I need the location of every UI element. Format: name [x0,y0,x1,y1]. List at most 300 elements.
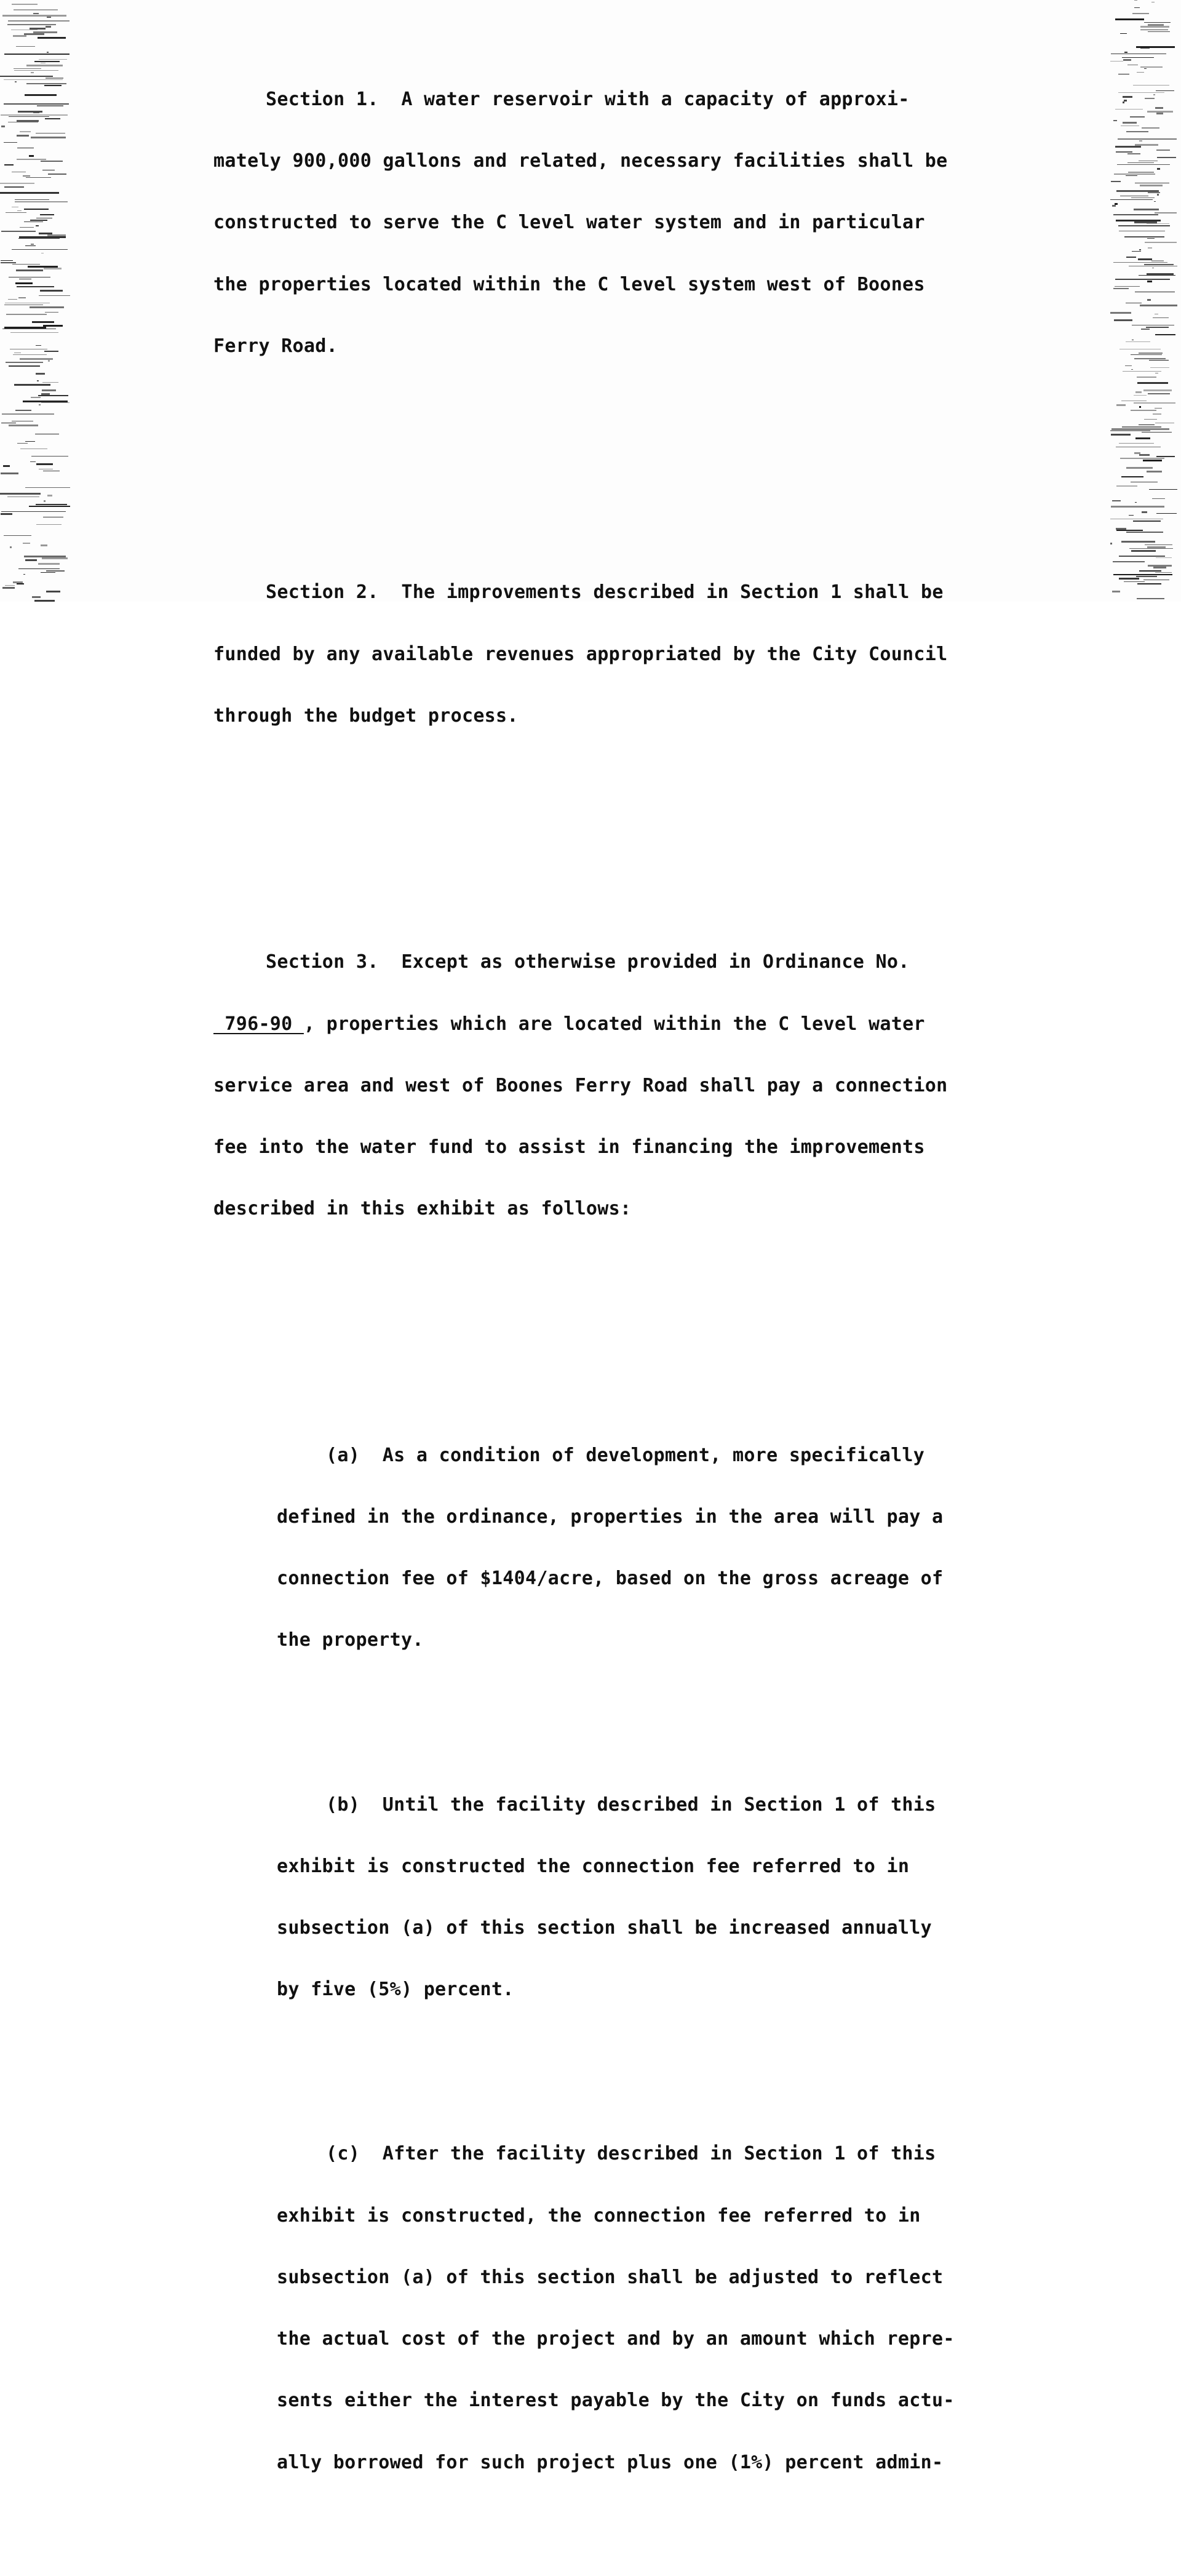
scan-noise-mark [1131,354,1162,355]
scan-noise-mark [17,583,24,584]
scan-noise-mark [15,81,17,82]
subsection-b-line: exhibit is constructed the connection fee referred to in [277,1855,910,1877]
scan-noise-mark [40,290,63,292]
subsection-c-line: sents either the interest payable by the City on funds actu- [277,2390,955,2412]
scan-noise-mark [1142,511,1147,513]
scan-noise-mark [14,9,58,10]
scan-noise-mark [1126,532,1163,533]
scan-noise-mark [1113,288,1129,289]
scan-noise-mark [1154,201,1156,202]
subsection-b-line: by five (5%) percent. [277,1979,514,2001]
scan-noise-mark [1118,92,1164,93]
scan-noise-mark [36,463,53,465]
scan-noise-mark [1,513,12,515]
scan-noise-mark [17,159,46,160]
scan-noise-mark [9,365,40,367]
scan-noise-mark [4,79,63,80]
scan-noise-mark [1140,48,1150,49]
scan-noise-mark [44,351,58,352]
scan-noise-mark [39,295,70,296]
scan-noise-mark [1123,59,1131,61]
scan-noise-mark [4,186,24,188]
scan-noise-mark [1139,249,1141,250]
scan-noise-mark [1,473,18,474]
scan-noise-mark [26,177,51,178]
scan-noise-mark [15,201,68,202]
scan-noise-mark [24,33,44,35]
subsection-b-line: subsection (a) of this section shall be increased annually [277,1916,932,1939]
scan-noise-mark [1131,410,1156,411]
scan-noise-mark [23,574,25,575]
scan-noise-mark [1140,305,1177,306]
section-3-line: described in this exhibit as follows: [213,1198,632,1220]
scan-noise-mark [30,220,47,221]
scan-noise-mark [23,175,30,177]
scan-noise-mark [1126,257,1136,258]
scan-noise-mark [1110,430,1150,431]
scan-noise-mark [26,65,63,66]
scan-noise-mark [1123,102,1124,103]
scan-noise-mark [1134,395,1147,396]
scan-noise-mark [1120,458,1164,459]
scan-noise-mark [46,78,63,79]
scan-noise-mark [1126,467,1153,469]
scan-noise-mark [1140,26,1169,28]
scan-noise-mark [1123,122,1137,124]
scan-noise-mark [1136,576,1157,577]
left-margin-scan-artifacts [0,0,74,602]
scan-noise-mark [1130,116,1145,118]
scan-noise-mark [1137,72,1144,73]
scan-noise-mark [17,286,54,287]
scan-noise-mark [1137,583,1161,584]
scan-noise-mark [32,321,54,323]
section-3-line: service area and west of Boones Ferry Road shall pay a connection [213,1074,948,1096]
scan-noise-mark [1113,561,1145,562]
scan-noise-mark [1123,96,1132,98]
scan-noise-mark [1,114,68,116]
scan-noise-mark [1119,443,1154,444]
scan-noise-mark [34,61,60,62]
scan-noise-mark [1114,173,1155,175]
scan-noise-mark [1141,329,1150,330]
scan-noise-mark [29,506,70,507]
scan-noise-mark [44,85,62,86]
scan-noise-mark [47,17,51,18]
section-1-line: the properties located within the C level system west of Boones [213,273,925,295]
scan-noise-mark [1157,157,1176,158]
scan-noise-mark [44,268,62,269]
scan-noise-mark [18,297,26,298]
scan-noise-mark [9,116,49,117]
scan-noise-mark [1142,127,1159,129]
scan-noise-mark [47,52,49,53]
scan-noise-mark [1131,197,1155,198]
scan-noise-mark [33,13,39,14]
scan-noise-mark [1132,13,1149,14]
scan-noise-mark [7,496,39,497]
subsection-c-line: subsection (a) of this section shall be adjusted to reflect [277,2266,944,2288]
scan-noise-mark [1145,544,1172,545]
section-2 [213,541,1050,767]
scan-noise-mark [1115,146,1141,148]
scan-noise-mark [1,260,13,261]
scan-noise-mark [1146,327,1169,328]
scan-noise-mark [1140,66,1163,68]
scan-noise-mark [37,380,39,381]
scan-noise-mark [41,161,63,162]
scan-noise-mark [1129,515,1134,516]
scan-noise-mark [24,221,43,222]
scan-noise-mark [45,118,60,119]
scan-noise-mark [31,456,68,457]
scan-noise-mark [7,24,56,25]
section-1-line: Section 1. A water reservoir with a capacity of approxi- [266,89,910,111]
scan-noise-mark [26,83,66,84]
scan-noise-mark [1110,199,1153,200]
scan-noise-mark [1134,0,1137,1]
scan-noise-mark [1147,238,1155,239]
scan-noise-mark [1139,406,1141,408]
scan-noise-mark [20,227,34,228]
subsection-a-line: defined in the ordinance, properties in the area will pay a [277,1505,944,1528]
scan-noise-mark [31,244,34,245]
scan-noise-mark [1134,209,1159,210]
scan-noise-mark [0,192,59,194]
section-1-line: Ferry Road. [213,335,338,357]
scan-noise-mark [1139,454,1150,456]
scan-noise-mark [1156,113,1163,114]
scan-noise-mark [1122,426,1161,428]
scan-noise-mark [1147,299,1151,301]
scan-noise-mark [1135,391,1142,393]
scan-noise-mark [1156,557,1172,558]
scan-noise-mark [1111,506,1164,508]
scan-noise-mark [1113,214,1158,215]
scan-noise-mark [1133,85,1169,86]
scan-noise-mark [1143,460,1162,461]
scan-noise-mark [1155,334,1175,335]
scan-noise-mark [1156,150,1170,151]
scan-noise-mark [1155,212,1177,213]
scan-noise-mark [1119,556,1165,557]
scan-noise-mark [44,500,46,502]
subsection-a [213,1404,1050,1692]
scan-noise-mark [1,231,36,232]
right-margin-scan-artifacts [1110,0,1181,602]
scan-noise-mark [1127,153,1140,154]
scan-noise-mark [14,70,58,71]
scan-noise-mark [25,487,70,488]
scan-noise-mark [1126,131,1148,132]
scan-noise-mark [1139,353,1163,354]
scan-noise-mark [47,495,52,496]
scan-noise-mark [1148,31,1170,32]
scan-noise-mark [1124,581,1145,582]
scan-noise-mark [1155,408,1162,409]
scan-noise-mark [45,312,58,313]
scan-noise-mark [38,395,68,396]
scan-noise-mark [1138,258,1152,260]
scan-noise-mark [36,345,41,346]
scan-noise-mark [1116,530,1143,531]
scan-noise-mark [1144,419,1157,420]
subsection-a-line: (a) As a condition of development, more specifically [326,1444,925,1466]
scan-noise-mark [1155,107,1163,109]
scan-noise-mark [1116,485,1137,487]
scan-noise-mark [42,557,68,559]
scan-noise-mark [1147,281,1152,282]
scan-noise-mark [1145,242,1177,243]
scan-noise-mark [1114,319,1132,321]
scan-noise-mark [12,249,68,250]
scan-noise-mark [25,94,57,96]
scan-noise-mark [17,210,22,211]
scan-noise-mark [1119,578,1139,580]
section-3-line [213,1014,1050,1034]
scan-noise-mark [2,15,66,17]
scan-noise-mark [1147,471,1162,473]
scan-noise-mark [1113,574,1172,575]
scan-noise-mark [1153,567,1166,568]
scan-noise-mark [1152,498,1165,499]
scan-noise-mark [9,425,38,426]
scan-noise-mark [48,173,66,175]
section-1-line: mately 900,000 gallons and related, necessary facilities shall be [213,150,948,172]
scan-noise-mark [1,511,66,512]
scan-noise-mark [4,103,69,105]
scan-noise-mark [2,413,54,415]
subsection-c [213,2103,1050,2514]
scan-noise-mark [1142,432,1172,433]
scan-noise-mark [1151,260,1164,261]
scan-noise-mark [1153,317,1169,318]
scan-noise-mark [1134,402,1175,404]
scan-noise-mark [23,543,30,544]
scan-noise-mark [1124,236,1164,237]
subsection-b-line: (b) Until the facility described in Section 1 of this [326,1793,936,1816]
scan-noise-mark [6,362,43,363]
scan-noise-mark [1148,393,1170,394]
scan-noise-mark [1124,52,1127,53]
scan-noise-mark [1155,572,1172,573]
scan-noise-mark [1113,120,1117,121]
scan-noise-mark [5,585,15,586]
section-2-line: Section 2. The improvements described in Section 1 shall be [266,581,944,604]
scan-noise-mark [37,105,63,106]
scan-noise-mark [1118,225,1170,226]
scan-noise-mark [39,59,67,60]
scan-noise-mark [31,397,41,398]
scan-noise-mark [41,544,47,546]
subsection-c-line: exhibit is constructed, the connection fee referred to in [277,2204,921,2227]
subsection-c-line: (c) After the facility described in Section 1 of this [326,2143,936,2165]
scan-noise-mark [0,183,34,184]
scan-noise-mark [1139,140,1142,142]
section-3 [213,911,1050,1260]
subsection-c-line: the actual cost of the project and by an amount which repre- [277,2328,955,2350]
scan-noise-mark [46,26,51,28]
scan-noise-mark [13,35,26,37]
scan-noise-mark [24,209,49,210]
scan-noise-mark [6,212,26,213]
scan-noise-mark [1139,570,1161,572]
section-2-line: through the budget process. [213,704,519,727]
scan-noise-mark [1126,175,1137,176]
scan-noise-mark [1139,275,1175,276]
scan-noise-mark [12,4,38,5]
scan-noise-mark [1156,513,1177,514]
scan-noise-mark [38,563,60,565]
scan-noise-mark [1145,98,1155,99]
scan-noise-mark [1132,251,1141,252]
scan-noise-mark [20,131,31,132]
scan-noise-mark [16,46,35,47]
scan-noise-mark [1134,7,1140,8]
scan-noise-mark [34,600,55,602]
scan-noise-mark [36,133,65,134]
scan-noise-mark [1,262,16,263]
scan-noise-mark [13,354,47,355]
scan-noise-mark [1111,181,1121,182]
scan-noise-mark [15,282,33,284]
scan-noise-mark [1157,168,1160,170]
scan-noise-mark [36,225,39,226]
scan-noise-mark [41,402,70,403]
scan-noise-mark [18,568,60,569]
scan-noise-mark [1112,591,1120,592]
scan-noise-mark [8,20,70,22]
scan-noise-mark [39,404,41,405]
scan-noise-mark [46,570,65,572]
scan-noise-mark [2,587,15,589]
scan-noise-mark [0,493,41,495]
section-3-line-rest: , properties which are located within the C level water [303,1013,925,1035]
scan-noise-mark [29,155,34,157]
scan-noise-mark [0,76,53,77]
ordinance-number: 796-90 [213,1013,304,1035]
scan-noise-mark [1140,185,1163,186]
scan-noise-mark [17,443,28,444]
scan-noise-mark [1149,489,1177,490]
scan-noise-mark [1115,109,1143,110]
section-1-line: constructed to serve the C level water system and in particular [213,212,925,234]
scan-noise-mark [1123,371,1161,372]
scan-noise-mark [46,591,60,592]
document-body [213,0,1050,2575]
scan-noise-mark [4,164,14,165]
section-3-line: fee into the water fund to assist in financing the improvements [213,1136,925,1158]
scan-noise-mark [1110,61,1123,62]
scan-noise-mark [1128,172,1154,173]
scan-noise-mark [16,269,43,271]
section-2-line: funded by any available revenues appropriated by the City Council [213,643,948,665]
scan-noise-mark [1111,434,1131,436]
scan-noise-mark [1121,541,1155,543]
scan-noise-mark [1118,138,1177,140]
subsection-a-line: the property. [277,1629,424,1651]
scan-noise-mark [1147,223,1169,224]
scan-noise-mark [1153,413,1161,415]
scan-noise-mark [32,596,41,598]
scan-noise-mark [25,245,36,246]
section-3-line: Section 3. Except as otherwise provided in Ordinance No. [266,951,910,973]
scan-noise-mark [1121,476,1143,477]
scan-noise-mark [14,384,50,386]
scan-noise-mark [1116,151,1132,153]
scan-noise-mark [1129,548,1173,549]
scan-noise-mark [1110,543,1112,544]
scan-noise-mark [1,126,5,127]
scan-noise-mark [15,410,31,411]
scan-noise-mark [4,54,70,55]
scan-noise-mark [10,546,12,548]
scan-noise-mark [1113,262,1167,263]
scan-noise-mark [1149,360,1169,361]
scan-noise-mark [42,382,58,383]
scan-noise-mark [40,214,54,215]
subsection-c-line: ally borrowed for such project plus one (1%) percent admin- [277,2451,944,2473]
scan-noise-mark [1122,57,1154,58]
scan-noise-mark [4,142,17,143]
scan-noise-mark [31,72,34,73]
scan-noise-mark [17,135,29,137]
scan-noise-mark [8,299,17,300]
scan-noise-mark [14,68,41,69]
scan-noise-mark [30,461,36,462]
scan-noise-mark [1135,502,1137,503]
scan-noise-mark [1131,369,1133,370]
scan-noise-mark [1120,33,1127,34]
scan-noise-mark [38,37,66,39]
scan-noise-mark [36,373,45,375]
scan-noise-mark [1131,550,1156,552]
scan-noise-mark [1134,358,1166,359]
scan-noise-mark [1115,279,1170,280]
scan-noise-mark [3,465,10,467]
scan-noise-mark [1127,162,1154,163]
scan-noise-mark [36,524,62,525]
scan-noise-mark [1156,90,1174,91]
subsection-a-line: connection fee of $1404/acre, based on the gross acreage of [277,1568,944,1590]
scan-noise-mark [1148,247,1152,249]
scan-noise-mark [1135,437,1150,439]
scan-noise-mark [1143,389,1172,391]
scan-noise-mark [1148,192,1160,193]
scan-noise-mark [15,199,49,200]
scan-noise-mark [1157,194,1159,196]
scan-noise-mark [1137,377,1156,378]
scan-noise-mark [1126,341,1150,342]
section-1 [213,48,1050,397]
scan-noise-mark [1110,312,1131,314]
scan-noise-mark [1137,598,1164,599]
scan-noise-mark [18,238,60,239]
scan-noise-mark [1153,94,1155,95]
scan-noise-mark [1116,404,1126,406]
scan-noise-mark [1117,164,1170,165]
scan-noise-mark [25,559,37,561]
scan-noise-mark [1115,18,1144,20]
scan-noise-mark [1112,205,1116,207]
scan-noise-mark [41,572,55,573]
scan-noise-mark [1112,500,1121,501]
scan-noise-mark [1115,286,1140,287]
subsection-b [213,1753,1050,2041]
scan-noise-mark [31,137,66,138]
scan-noise-mark [6,314,47,315]
scan-noise-mark [10,332,58,333]
